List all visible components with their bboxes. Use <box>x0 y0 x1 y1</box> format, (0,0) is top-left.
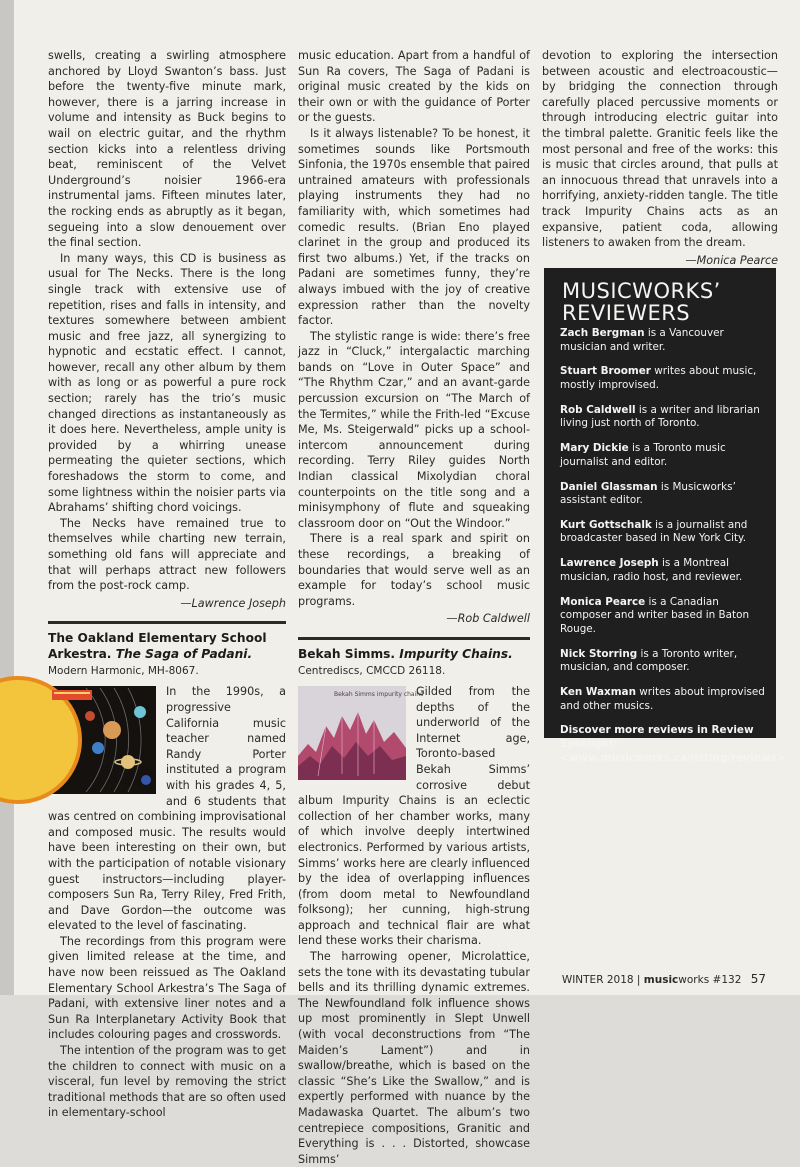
oakland-paragraph-1: In the 1990s, a progressive California music teacher named Randy Porter instituted a program with his grades 4, 5, and 6 students that was centred on combining improvisational and composed music. The results would have been interesting on their own, but with the participation of notable visionary guest instructors—including player-composers Sun Ra, Terry Riley, Fred Frith, and Dave Gordon—the outcome was elevated to the level of fascinating. <box>48 685 286 933</box>
reviewer-entry <box>560 648 766 675</box>
reviewer-name: Zach Bergman <box>560 327 645 339</box>
review-header-oakland <box>48 621 286 678</box>
reviewer-name: Rob Caldwell <box>560 403 636 416</box>
album-title-impurity-chains: Impurity Chains. <box>399 646 513 661</box>
reviewer-entry <box>560 686 766 713</box>
reviewers-sidebar-box <box>544 268 786 764</box>
review-title-oakland <box>48 630 286 662</box>
record-label-oakland: Modern Harmonic, MH-8067. <box>48 665 199 678</box>
album-title-saga-of-padani: The Saga of Padani. <box>115 647 253 662</box>
reviewer-entry <box>560 596 766 637</box>
reviewer-entry <box>560 404 766 431</box>
reviewer-bio: is a writer and librarian living just north of Toronto. <box>560 403 760 430</box>
cover-text: Bekah Simms impurity chains <box>334 690 424 698</box>
impurity-chains-cover-image <box>298 686 424 780</box>
page-folio <box>562 972 766 986</box>
folio-divider: | <box>636 974 644 986</box>
review-spotlight-link[interactable]: <www.musicworks.ca/listing/reviews> <box>560 751 786 764</box>
reviewer-entry <box>560 442 766 469</box>
album-cover-impurity-chains <box>298 686 424 785</box>
reviewer-signature-monica-pearce: —Monica Pearce <box>685 253 778 267</box>
col1-paragraph-2: In many ways, this CD is business as usual for The Necks. There is the long single track with extensive use of repetition, rises and falls in intensity, and textures somewhere between ambient music and free jazz, all synergizing to hypnotic and ecstatic effect. I cannot, however, recall any other album by them with as long or as powerful a pure rock section; rarely has the trio’s music changed directions as instantaneously as it does here. Nevertheless, ample unity is provided by a whirring unease permeating the quieter sections, which foreshadows the storm to come, and some lightness within the noisier parts via Abrahams’ shifting chord voicings. <box>48 251 286 515</box>
reviewer-name: Ken Waxman <box>560 685 636 698</box>
reviewer-entry <box>560 481 766 508</box>
page-number: 57 <box>750 972 766 986</box>
col1-paragraph-3: The Necks have remained true to themselves while charting new terrain, something old fans will appreciate and that will perhaps attract new followers from the post-rock camp. <box>48 516 286 593</box>
simms-paragraph-2: The harrowing opener, Microlattice, sets the tone with its devastating tubular bells and its thrilling dynamic extremes. The Newfoundland folk influence shows up most prominently in Slept Unwell (with vocal deconstructions from “The Maiden’s Lament”) and in swallow/breathe, which is based on the classic “She’s Like the Swallow,” and is expertly performed with nuance by the Madawaska Quartet. The album’s two centrepiece compositions, Granitic and Everything is . . . Distorted, showcase Simms’ <box>298 950 530 1166</box>
column-3 <box>542 48 778 268</box>
reviewer-bio: is Musicworks’ assistant editor. <box>560 480 736 507</box>
reviewer-entry <box>560 557 766 584</box>
reviewers-title-line-2: REVIEWERS <box>562 301 691 325</box>
col3-paragraph-1: devotion to exploring the intersection between acoustic and electroacoustic—by bridging the connection through carefully placed percussive moments or through introducing electric guitar into the timbral palette. Granitic feels like the most personal and free of the works: this is music that circles around, that pulls at an innocuous thread that unravels into a horrifying, anxiety-ridden tangle. The title track Impurity Chains acts as an expansive, patient coda, allowing listeners to awaken from the dream. <box>542 49 778 250</box>
reviewers-box-title <box>562 280 721 324</box>
reviewer-entry <box>560 519 766 546</box>
issue-season: WINTER 2018 <box>561 974 634 986</box>
record-label-bekah-simms: Centrediscs, CMCCD 26118. <box>298 664 446 677</box>
reviewer-bio: is a Vancouver musician and writer. <box>560 327 724 353</box>
artist-name-oakland: The Oakland Elementary School Arkestra. <box>48 631 267 662</box>
reviewer-signature-lawrence-joseph: —Lawrence Joseph <box>180 596 286 610</box>
reviewer-name: Stuart Broomer <box>560 365 651 378</box>
reviewer-name: Daniel Glassman <box>560 480 658 493</box>
page-gutter <box>0 0 14 995</box>
col2-paragraph-3: The stylistic range is wide: there’s free jazz in “Cluck,” intergalactic marching bands on “Love in Outer Space” and “The Rhythm Czar,” and an avant-garde percussion excursion on “The March of the Termites,” while the Frith-led “Excuse Me, Ms. Steigerwald” picks up a school-intercom announcement during recording. Terry Riley guides North Indian classical Mixolydian choral counterpoints on the title song and a minisymphony of flute and squeaking classroom door on “Out the Windoor.” <box>298 329 530 530</box>
reviewer-entry <box>560 327 766 354</box>
album-cover-saga-of-padani <box>48 686 156 799</box>
reviewers-list <box>560 327 786 765</box>
col2-paragraph-2: Is it always listenable? To be honest, it sometimes sounds like Portsmouth Sinfonia, the 1970s ensemble that paired untrained amateurs with professionals playing instruments they had no familiarity with, which sometimes had comedic results. (Brian Eno played clarinet in the group and produced its first two albums.) Yet, if the tracks on Padani are sometimes funny, they’re always imbued with the joy of creative expression rather than the novelty factor. <box>298 126 530 328</box>
reviewer-name: Mary Dickie <box>560 442 629 455</box>
oakland-paragraph-2: The recordings from this program were given limited release at the time, and have now been reissued as The Oakland Elementary School Arkestra’s The Saga of Padani, with extensive liner notes and a Sun Ra Interplanetary Activity Book that includes colouring pages and crosswords. <box>48 934 286 1042</box>
oakland-paragraph-3: The intention of the program was to get the children to connect with music on a visceral, fun level by removing the strict traditional methods that are so often used in elementary-school <box>48 1044 286 1120</box>
artist-name-bekah-simms: Bekah Simms. <box>298 646 396 661</box>
reviewer-bio: is a Canadian composer and writer based in Baton Rouge. <box>560 595 750 635</box>
reviewer-bio: is a Montreal musician, radio host, and reviewer. <box>560 557 743 583</box>
reviewer-entry <box>560 365 766 392</box>
review-header-bekah-simms <box>298 637 530 678</box>
column-1 <box>48 48 286 1121</box>
column-2 <box>298 48 530 1167</box>
review-spotlight-cta <box>560 724 786 765</box>
reviewer-signature-rob-caldwell: —Rob Caldwell <box>446 612 530 626</box>
reviewer-bio: is a journalist and broadcaster based in New York City. <box>560 518 748 545</box>
simms-paragraph-1: Gilded from the depths of the underworld of the Internet age, Toronto-based Bekah Simms’ corrosive debut album Impurity Chains is an eclectic collection of her chamber works, many of which involve deeply intertwined electronics. Performed by various artists, Simms’ works here are clearly influenced by the idea of overlapping influences (from doom metal to Newfoundland folksong); her cunning, high-strung approach and technical flair are what lend these works their charisma. <box>298 684 530 948</box>
reviewer-name: Nick Storring <box>560 647 638 660</box>
reviewer-name: Monica Pearce <box>560 595 646 608</box>
reviewer-bio: is a Toronto music journalist and editor. <box>560 442 726 468</box>
reviewer-bio: is a Toronto writer, musician, and composer. <box>560 647 738 674</box>
reviewer-name: Kurt Gottschalk <box>560 518 652 531</box>
reviewer-name: Lawrence Joseph <box>560 557 659 570</box>
solar-system-cover-image <box>48 686 156 794</box>
review-spotlight-text: Discover more reviews in Review Spotlight: <box>560 724 754 750</box>
col2-paragraph-4: There is a real spark and spirit on these recordings, a breaking of boundaries that would serve well as an example for today’s school music programs. <box>298 532 530 608</box>
col2-paragraph-1: music education. Apart from a handful of Sun Ra covers, The Saga of Padani is original music created by the kids on their own or with the guidance of Porter or the guests. <box>298 49 530 125</box>
issue-number: #132 <box>712 974 742 986</box>
reviewers-title-line-1: MUSICWORKS’ <box>562 279 721 303</box>
brand-works: works <box>678 974 710 986</box>
review-title-bekah-simms <box>298 646 530 662</box>
brand-music: music <box>643 974 679 986</box>
reviewer-bio: writes about improvised and other musics. <box>560 685 765 712</box>
reviewer-bio: writes about music, mostly improvised. <box>560 365 757 391</box>
col1-paragraph-1: swells, creating a swirling atmosphere anchored by Lloyd Swanton’s bass. Just before the twenty-five minute mark, however, there is a jarring increase in volume and intensity as Buck begins to wail on electric guitar, and the rhythm section kicks into a relentless driving beat, reminiscent of the Velvet Underground’s noisier 1966-era instrumental jams. Fifteen minutes later, the rocking ends as abruptly as it began, segueing into a slow denouement over the final section. <box>48 49 286 250</box>
